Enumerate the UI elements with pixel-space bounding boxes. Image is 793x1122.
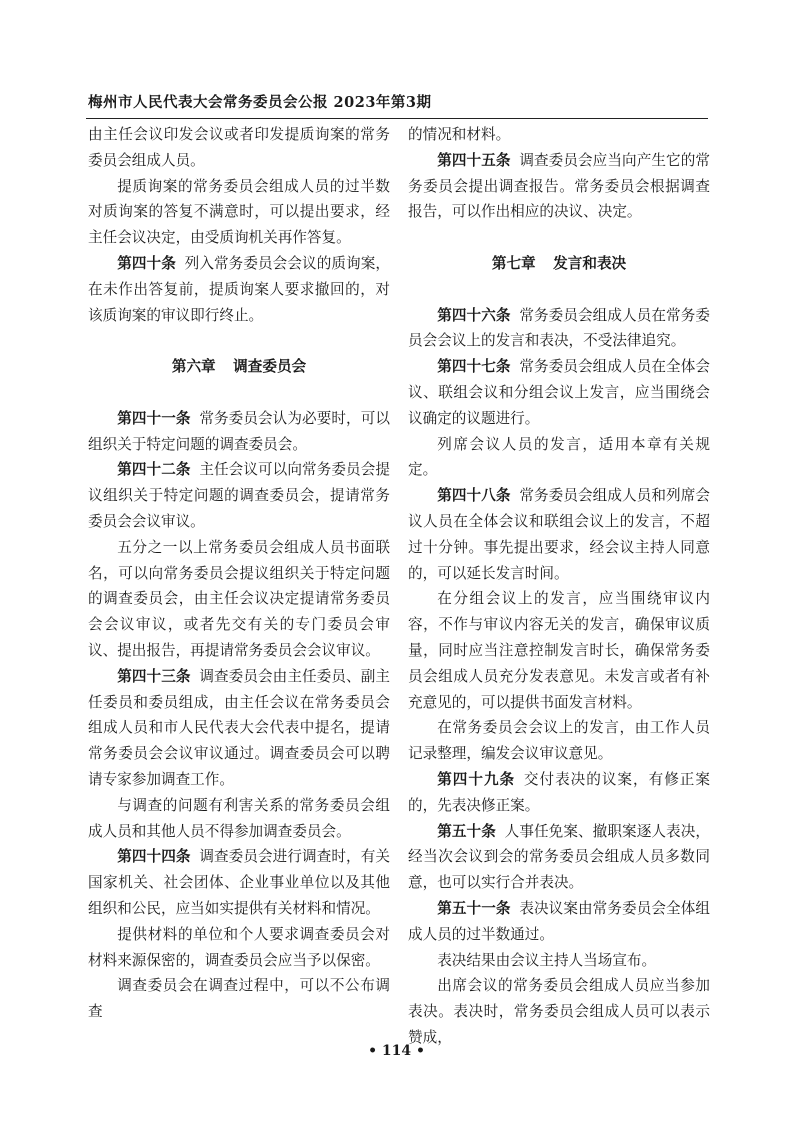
chapter-title: 调查委员会 [233,358,307,376]
body-paragraph [408,767,710,819]
article-number: 第四十三条 [117,667,191,685]
paragraph-text: 表决议案由常务委员会全体组成人员的过半数通过。 [408,899,710,943]
paragraph-text: 与调查的问题有利害关系的常务委员会组成人员和其他人员不得参加调查委员会。 [88,796,390,840]
body-paragraph [408,819,710,896]
article-number: 第四十条 [117,254,176,272]
paragraph-text: 五分之一以上常务委员会组成人员书面联名，可以向常务委员会提议组织关于特定问题的调查委员会，由主任会议决定提请常务委员会会议审议，或者先交有关的专门委员会审议、提出报告，再提请常务委员会会议审议。 [88,538,390,659]
body-paragraph [408,896,710,948]
article-number: 第四十一条 [117,409,191,427]
chapter-heading [408,251,710,277]
article-number: 第四十六条 [437,306,511,324]
article-number: 第四十八条 [437,487,511,505]
body-paragraph [408,483,710,586]
paragraph-text: 常务委员会组成人员和列席会议人员在全体会议和联组会议上的发言，不超过十分钟。事先提出要求，经会议主持人同意的，可以延长发言时间。 [408,487,710,582]
left-text-column [88,122,390,1025]
paragraph-text: 表决结果由会议主持人当场宣布。 [437,951,657,969]
right-text-column [408,122,710,1051]
paragraph-text: 出席会议的常务委员会组成人员应当参加表决。表决时，常务委员会组成人员可以表示赞成， [408,977,710,1046]
paragraph-text: 由主任会议印发会议或者印发提质询案的常务委员会组成人员。 [88,126,390,169]
body-paragraph [88,174,390,251]
body-paragraph [408,432,710,484]
article-number: 第四十四条 [117,848,191,866]
body-paragraph [88,793,390,845]
paragraph-text: 常务委员会组成人员在常务委员会会议上的发言和表决，不受法律追究。 [408,306,710,350]
header-divider [86,118,708,119]
body-paragraph [408,354,710,431]
article-number: 第五十一条 [437,899,511,917]
paragraph-text: 调查委员会进行调查时，有关国家机关、社会团体、企业事业单位以及其他组织和公民，应当如实提供有关材料和情况。 [88,848,390,917]
paragraph-text: 列入常务委员会会议的质询案，在未作出答复前，提质询案人要求撤回的，对该质询案的审议即行终止。 [88,254,390,324]
paragraph-text: 交付表决的议案，有修正案的，先表决修正案。 [408,770,710,814]
body-paragraph [408,973,710,1050]
article-number: 第四十九条 [437,770,516,788]
body-paragraph [408,148,710,225]
article-number: 第五十条 [437,822,496,840]
paragraph-text: 在常务委员会会议上的发言，由工作人员记录整理，编发会议审议意见。 [408,719,710,763]
paragraph-text: 人事任免案、撤职案逐人表决，经当次会议到会的常务委员会组成人员多数同意，也可以实行合并表决。 [408,822,710,892]
body-paragraph [88,457,390,534]
chapter-heading [88,354,390,380]
chapter-number: 第六章 [171,358,216,376]
paragraph-text: 主任会议可以向常务委员会提议组织关于特定问题的调查委员会，提请常务委员会会议审议。 [88,461,390,530]
chapter-title: 发言和表决 [553,254,627,272]
body-paragraph [88,535,390,664]
paragraph-text: 调查委员会由主任委员、副主任委员和委员组成，由主任会议在常务委员会组成人员和市人民代表大会代表中提名，提请常务委员会会议审议通过。调查委员会可以聘请专家参加调查工作。 [88,667,390,788]
paragraph-text: 调查委员会在调查过程中，可以不公布调查 [88,977,390,1021]
body-paragraph [408,303,710,355]
paragraph-text: 常务委员会组成人员在全体会议、联组会议和分组会议上发言，应当围绕会议确定的议题进行。 [408,358,710,427]
body-paragraph [88,251,390,328]
body-paragraph [88,922,390,974]
body-paragraph [408,715,710,767]
body-paragraph [408,122,710,148]
paragraph-text: 在分组会议上的发言，应当围绕审议内容，不作与审议内容无关的发言，确保审议质量，同时应当注意控制发言时长，确保常务委员会组成人员充分发表意见。未发言或者有补充意见的，可以提供书面发言材料。 [408,590,710,711]
paragraph-text: 列席会议人员的发言，适用本章有关规定。 [408,435,710,479]
chapter-number: 第七章 [491,254,536,272]
body-paragraph [88,844,390,921]
article-number: 第四十二条 [117,461,191,479]
paragraph-text: 提质询案的常务委员会组成人员的过半数对质询案的答复不满意时，可以提出要求，经主任会议决定，由受质询机关再作答复。 [88,177,390,247]
paragraph-text: 提供材料的单位和个人要求调查委员会对材料来源保密的，调查委员会应当予以保密。 [88,925,390,969]
page-number: • 114 • [368,1043,425,1059]
body-paragraph [408,586,710,715]
body-paragraph [88,122,390,174]
body-paragraph [88,406,390,458]
body-paragraph [88,973,390,1025]
bulletin-header-title: 梅州市人民代表大会常务委员会公报 2023年第3期 [88,94,432,111]
paragraph-text: 的情况和材料。 [408,126,511,143]
body-paragraph [408,948,710,974]
article-number: 第四十五条 [437,151,511,169]
body-paragraph [88,664,390,793]
paragraph-text: 常务委员会认为必要时，可以组织关于特定问题的调查委员会。 [88,409,390,453]
paragraph-text: 调查委员会应当向产生它的常务委员会提出调查报告。常务委员会根据调查报告，可以作出相应的决议、决定。 [408,151,710,221]
article-number: 第四十七条 [437,358,511,376]
